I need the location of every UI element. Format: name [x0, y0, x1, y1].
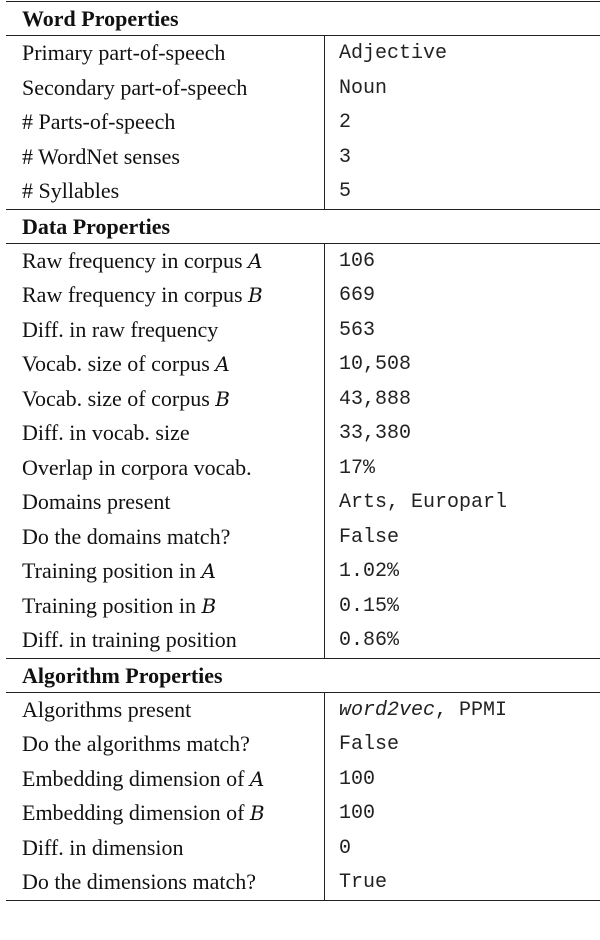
- value-text: 669: [339, 284, 376, 307]
- property-value: [325, 727, 399, 762]
- value-text: 5: [339, 180, 352, 203]
- section-header: Word Properties: [6, 2, 600, 36]
- value-text: 106: [339, 249, 376, 273]
- table-row: [6, 451, 600, 486]
- property-label: [6, 382, 325, 417]
- label-text: Do the dimensions match?: [22, 869, 257, 894]
- table-row: [6, 174, 600, 209]
- value-italic: word2vec: [339, 698, 436, 722]
- section-header: Data Properties: [6, 210, 600, 244]
- table-row: [6, 693, 600, 728]
- property-label: [6, 71, 325, 106]
- property-value: [325, 485, 507, 520]
- label-text: Embedding dimension of: [22, 800, 250, 825]
- table-row: [6, 727, 600, 762]
- value-text: 0.15%: [339, 594, 400, 618]
- value-text: False: [339, 525, 400, 549]
- label-text: Diff. in training position: [22, 627, 237, 652]
- table-row: [6, 623, 600, 658]
- property-label: [6, 347, 325, 382]
- property-label: [6, 554, 325, 589]
- property-value: [325, 174, 351, 209]
- table-row: [6, 589, 600, 624]
- table-row: [6, 105, 600, 140]
- label-text: Vocab. size of corpus: [22, 385, 216, 411]
- property-value: [325, 693, 507, 728]
- property-label: [6, 416, 325, 451]
- label-text: Embedding dimension of: [22, 765, 250, 791]
- corpus-variable: A: [248, 248, 263, 273]
- table-row: [6, 865, 600, 900]
- value-text: 100: [339, 767, 376, 791]
- table-row: [6, 485, 600, 520]
- label-text: Diff. in dimension: [22, 834, 184, 860]
- property-label: [6, 865, 325, 900]
- property-value: [325, 589, 399, 624]
- property-value: [325, 865, 387, 900]
- property-value: [325, 520, 399, 555]
- property-value: [325, 416, 411, 451]
- corpus-variable: A: [201, 559, 216, 583]
- corpus-variable: A: [215, 352, 230, 376]
- table-row: [6, 278, 600, 313]
- table-row: [6, 762, 600, 797]
- table-row: [6, 36, 600, 71]
- property-value: [325, 278, 375, 313]
- table-row: [6, 796, 600, 831]
- label-text: # Parts-of-speech: [22, 109, 176, 134]
- property-value: [325, 313, 375, 348]
- value-text: , PPMI: [435, 698, 508, 722]
- value-text: 3: [339, 145, 352, 169]
- value-text: 33,380: [339, 422, 412, 445]
- value-text: Arts, Europarl: [339, 491, 508, 514]
- label-text: Overlap in corpora vocab.: [22, 454, 252, 480]
- property-label: [6, 796, 325, 831]
- label-text: Do the domains match?: [22, 523, 231, 549]
- value-text: 563: [339, 318, 376, 342]
- property-value: [325, 554, 399, 589]
- table-row: [6, 140, 600, 175]
- property-label: [6, 174, 325, 209]
- property-value: [325, 71, 387, 106]
- table-row: [6, 313, 600, 348]
- property-label: [6, 313, 325, 348]
- property-label: [6, 831, 325, 866]
- corpus-variable: B: [249, 801, 265, 825]
- value-text: 0: [339, 836, 352, 860]
- value-text: Adjective: [339, 42, 448, 65]
- table-row: [6, 382, 600, 417]
- property-value: [325, 796, 375, 831]
- table-row: [6, 244, 600, 279]
- property-value: [325, 140, 351, 175]
- properties-table: [6, 1, 600, 901]
- property-value: [325, 762, 375, 797]
- section-rows: [6, 244, 600, 659]
- property-value: [325, 623, 399, 658]
- label-text: Primary part-of-speech: [22, 40, 226, 65]
- property-label: [6, 105, 325, 140]
- label-text: Raw frequency in corpus: [22, 247, 249, 273]
- corpus-variable: A: [249, 766, 265, 791]
- label-text: # WordNet senses: [22, 143, 180, 169]
- section-rows: [6, 36, 600, 210]
- value-text: True: [339, 871, 388, 894]
- table-row: [6, 71, 600, 106]
- property-value: [325, 451, 375, 486]
- property-label: [6, 244, 325, 279]
- section-header: Algorithm Properties: [6, 659, 600, 693]
- property-label: [6, 623, 325, 658]
- property-value: [325, 831, 351, 866]
- property-label: [6, 140, 325, 175]
- property-label: [6, 727, 325, 762]
- table-row: [6, 416, 600, 451]
- property-label: [6, 485, 325, 520]
- property-label: [6, 520, 325, 555]
- property-label: [6, 278, 325, 313]
- label-text: Secondary part-of-speech: [22, 74, 248, 100]
- label-text: Do the algorithms match?: [22, 731, 250, 756]
- label-text: Diff. in vocab. size: [22, 420, 190, 445]
- corpus-variable: B: [215, 386, 230, 411]
- corpus-variable: B: [201, 593, 217, 618]
- value-text: 1.02%: [339, 560, 400, 583]
- value-text: 0.86%: [339, 629, 400, 652]
- table-row: [6, 831, 600, 866]
- property-value: [325, 105, 351, 140]
- value-text: 2: [339, 111, 352, 134]
- label-text: Training position in: [22, 592, 202, 618]
- property-label: [6, 451, 325, 486]
- label-text: Diff. in raw frequency: [22, 316, 219, 342]
- value-text: Noun: [339, 76, 388, 100]
- section-rows: [6, 693, 600, 901]
- property-value: [325, 347, 411, 382]
- value-text: False: [339, 733, 400, 756]
- property-label: [6, 762, 325, 797]
- property-label: [6, 36, 325, 71]
- property-value: [325, 382, 411, 417]
- label-text: Training position in: [22, 558, 202, 583]
- property-label: [6, 693, 325, 728]
- property-value: [325, 36, 447, 71]
- label-text: Raw frequency in corpus: [22, 282, 249, 307]
- value-text: 10,508: [339, 353, 412, 376]
- table-row: [6, 347, 600, 382]
- table-row: [6, 520, 600, 555]
- label-text: Domains present: [22, 489, 171, 514]
- property-value: [325, 244, 375, 279]
- property-label: [6, 589, 325, 624]
- label-text: Vocab. size of corpus: [22, 351, 216, 376]
- value-text: 100: [339, 802, 376, 825]
- value-text: 17%: [339, 456, 376, 480]
- value-text: 43,888: [339, 387, 412, 411]
- label-text: # Syllables: [22, 178, 120, 203]
- table-row: [6, 554, 600, 589]
- label-text: Algorithms present: [22, 696, 192, 722]
- corpus-variable: B: [248, 283, 263, 307]
